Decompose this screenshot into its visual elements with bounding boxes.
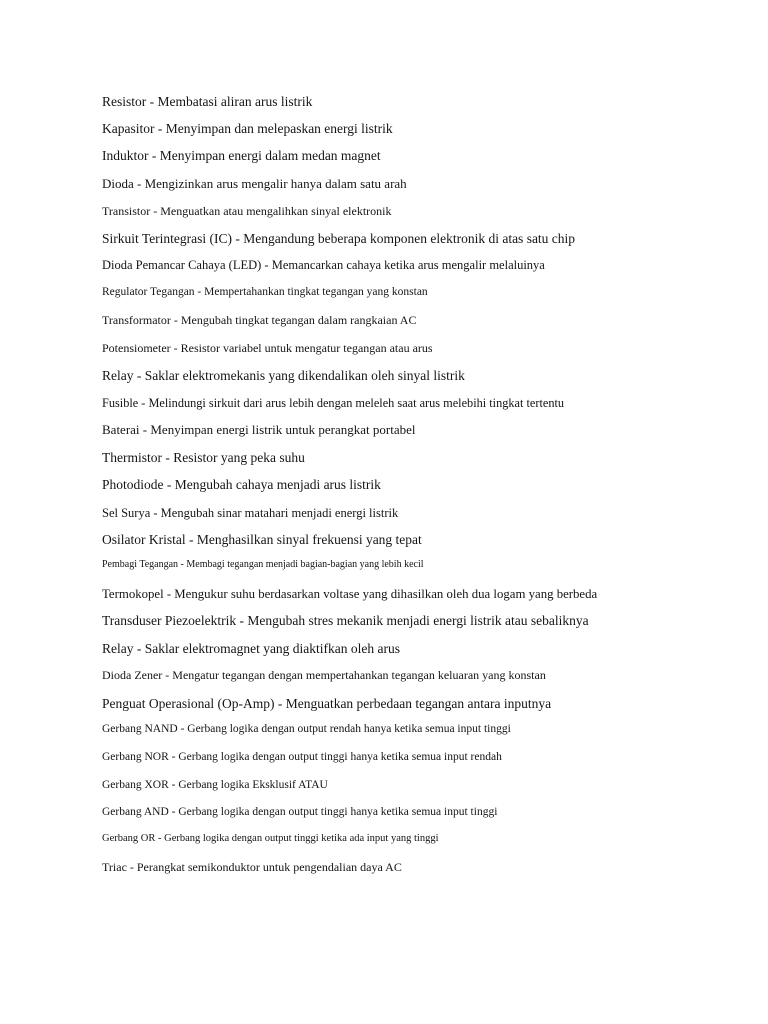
list-item: Relay - Saklar elektromekanis yang dikendalikan oleh sinyal listrik — [102, 368, 465, 383]
list-item: Pembagi Tegangan - Membagi tegangan menjadi bagian-bagian yang lebih kecil — [102, 559, 424, 570]
list-item: Gerbang XOR - Gerbang logika Eksklusif ATAU — [102, 779, 328, 791]
list-item: Thermistor - Resistor yang peka suhu — [102, 450, 305, 465]
list-item: Triac - Perangkat semikonduktor untuk pengendalian daya AC — [102, 860, 402, 874]
list-item: Kapasitor - Menyimpan dan melepaskan energi listrik — [102, 121, 393, 136]
list-item: Dioda Zener - Mengatur tegangan dengan mempertahankan tegangan keluaran yang konstan — [102, 668, 546, 682]
list-item: Osilator Kristal - Menghasilkan sinyal frekuensi yang tepat — [102, 532, 422, 547]
list-item: Photodiode - Mengubah cahaya menjadi arus listrik — [102, 477, 381, 492]
list-item: Sirkuit Terintegrasi (IC) - Mengandung beberapa komponen elektronik di atas satu chip — [102, 231, 576, 246]
list-item: Transduser Piezoelektrik - Mengubah stres mekanik menjadi energi listrik atau sebaliknya — [102, 613, 589, 628]
list-item: Gerbang AND - Gerbang logika dengan output tinggi hanya ketika semua input tinggi — [102, 806, 498, 818]
list-item: Regulator Tegangan - Mempertahankan tingkat tegangan yang konstan — [102, 286, 428, 298]
list-item: Induktor - Menyimpan energi dalam medan magnet — [102, 148, 381, 163]
list-item: Sel Surya - Mengubah sinar matahari menjadi energi listrik — [102, 506, 399, 520]
list-item: Dioda - Mengizinkan arus mengalir hanya dalam satu arah — [102, 176, 407, 191]
list-item: Transistor - Menguatkan atau mengalihkan sinyal elektronik — [102, 204, 392, 218]
list-item: Relay - Saklar elektromagnet yang diaktifkan oleh arus — [102, 641, 401, 656]
list-item: Penguat Operasional (Op-Amp) - Menguatkan perbedaan tegangan antara inputnya — [102, 696, 552, 711]
list-item: Gerbang NAND - Gerbang logika dengan output rendah hanya ketika semua input tinggi — [102, 723, 511, 735]
list-item: Gerbang NOR - Gerbang logika dengan output tinggi hanya ketika semua input rendah — [102, 751, 502, 763]
list-item: Termokopel - Mengukur suhu berdasarkan voltase yang dihasilkan oleh dua logam yang berbeda — [102, 587, 598, 601]
list-item: Gerbang OR - Gerbang logika dengan output tinggi ketika ada input yang tinggi — [102, 833, 439, 844]
list-item: Baterai - Menyimpan energi listrik untuk perangkat portabel — [102, 422, 416, 437]
list-item: Fusible - Melindungi sirkuit dari arus lebih dengan meleleh saat arus melebihi tingkat tertentu — [102, 396, 565, 410]
list-item: Transformator - Mengubah tingkat tegangan dalam rangkaian AC — [102, 313, 417, 327]
list-item: Dioda Pemancar Cahaya (LED) - Memancarkan cahaya ketika arus mengalir melaluinya — [102, 258, 545, 272]
list-item: Potensiometer - Resistor variabel untuk mengatur tegangan atau arus — [102, 341, 433, 355]
list-item: Resistor - Membatasi aliran arus listrik — [102, 94, 313, 109]
